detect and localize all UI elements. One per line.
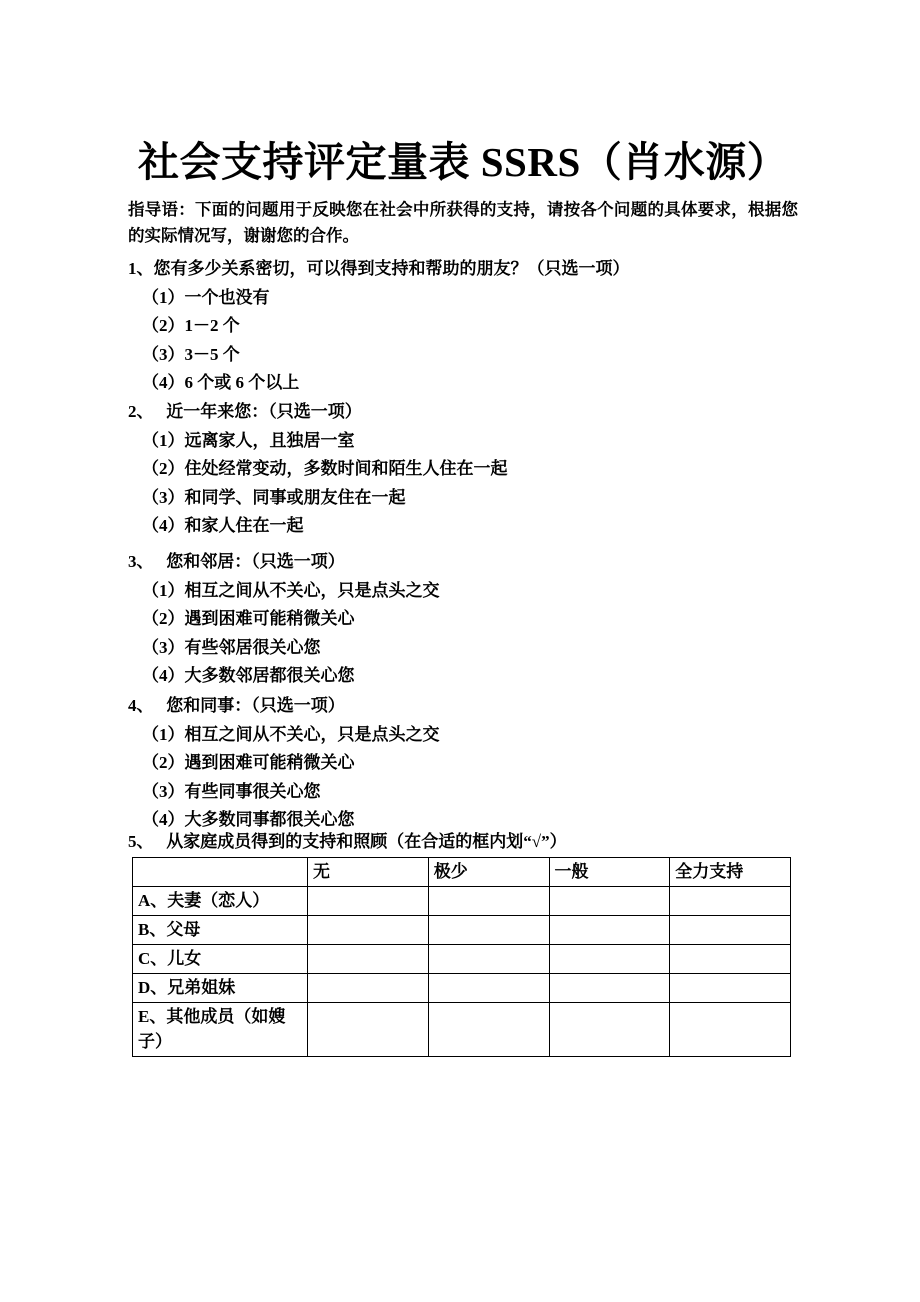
- question-4-option-2: （2）遇到困难可能稍微关心: [142, 753, 355, 772]
- checkbox-cell-siblings-average[interactable]: [549, 974, 670, 1003]
- family-support-matrix: [132, 857, 790, 1057]
- column-header-none: 无: [308, 858, 429, 887]
- question-1-option-2: （2）1－2 个: [142, 316, 240, 335]
- question-3-option-2: （2）遇到困难可能稍微关心: [142, 609, 355, 628]
- table-header-row: [133, 858, 791, 887]
- checkbox-cell-spouse-full-support[interactable]: [670, 887, 791, 916]
- question-2-option-4: （4）和家人住在一起: [142, 516, 304, 535]
- question-5: [128, 828, 808, 857]
- question-2-heading: 2、 近一年来您：（只选一项）: [128, 402, 362, 421]
- column-header-average: 一般: [549, 858, 670, 887]
- table-row: [133, 1003, 791, 1057]
- column-header-very-little: 极少: [428, 858, 549, 887]
- row-label-children: C、儿女: [133, 945, 308, 974]
- question-5-heading: 5、 从家庭成员得到的支持和照顾（在合适的框内划“√”）: [128, 832, 567, 851]
- table-row: [133, 916, 791, 945]
- checkbox-cell-children-average[interactable]: [549, 945, 670, 974]
- checkbox-cell-siblings-none[interactable]: [308, 974, 429, 1003]
- intro-paragraph: 指导语：下面的问题用于反映您在社会中所获得的支持，请按各个问题的具体要求，根据您的实际情况写，谢谢您的合作。: [128, 199, 798, 245]
- table-row: [133, 887, 791, 916]
- question-2-option-1: （1）远离家人，且独居一室: [142, 430, 355, 450]
- checkbox-cell-other-average[interactable]: [549, 1003, 670, 1057]
- question-4-option-1: （1）相互之间从不关心，只是点头之交: [142, 724, 440, 744]
- checkbox-cell-children-full-support[interactable]: [670, 945, 791, 974]
- question-4-option-3: （3）有些同事很关心您: [142, 781, 321, 801]
- question-3-option-4: （4）大多数邻居都很关心您: [142, 666, 355, 685]
- question-4-option-4: （4）大多数同事都很关心您: [142, 810, 355, 829]
- question-1-option-4: （4）6 个或 6 个以上: [142, 373, 300, 392]
- question-4-heading: 4、 您和同事：（只选一项）: [128, 696, 345, 715]
- page-title: 社会支持评定量表 SSRS（肖水源）: [138, 139, 789, 186]
- checkbox-cell-parents-average[interactable]: [549, 916, 670, 945]
- checkbox-cell-parents-very-little[interactable]: [428, 916, 549, 945]
- table-row: [133, 974, 791, 1003]
- checkbox-cell-parents-full-support[interactable]: [670, 916, 791, 945]
- question-1-heading: 1、您有多少关系密切，可以得到支持和帮助的朋友？（只选一项）: [128, 259, 630, 278]
- checkbox-cell-children-none[interactable]: [308, 945, 429, 974]
- question-3-option-3: （3）有些邻居很关心您: [142, 637, 321, 657]
- question-3-option-1: （1）相互之间从不关心，只是点头之交: [142, 580, 440, 600]
- checkbox-cell-other-very-little[interactable]: [428, 1003, 549, 1057]
- question-3: [128, 548, 808, 691]
- question-2: [128, 398, 808, 541]
- checkbox-cell-siblings-full-support[interactable]: [670, 974, 791, 1003]
- question-1-option-1: （1）一个也没有: [142, 287, 270, 307]
- question-3-heading: 3、 您和邻居：（只选一项）: [128, 552, 345, 571]
- question-1-option-3: （3）3－5 个: [142, 344, 240, 364]
- table-row: [133, 945, 791, 974]
- question-2-option-3: （3）和同学、同事或朋友住在一起: [142, 487, 406, 507]
- matrix-table: [132, 857, 791, 1057]
- column-header-full-support: 全力支持: [670, 858, 791, 887]
- row-label-parents: B、父母: [133, 916, 308, 945]
- question-2-option-2: （2）住处经常变动，多数时间和陌生人住在一起: [142, 459, 508, 478]
- checkbox-cell-children-very-little[interactable]: [428, 945, 549, 974]
- question-4: [128, 692, 808, 835]
- question-1: [128, 255, 808, 398]
- checkbox-cell-spouse-average[interactable]: [549, 887, 670, 916]
- row-label-siblings: D、兄弟姐妹: [133, 974, 308, 1003]
- checkbox-cell-other-full-support[interactable]: [670, 1003, 791, 1057]
- row-label-other-members: E、其他成员（如嫂子）: [133, 1003, 308, 1057]
- checkbox-cell-other-none[interactable]: [308, 1003, 429, 1057]
- checkbox-cell-spouse-very-little[interactable]: [428, 887, 549, 916]
- row-label-spouse: A、夫妻（恋人）: [133, 887, 308, 916]
- matrix-corner-cell: [133, 858, 308, 887]
- checkbox-cell-siblings-very-little[interactable]: [428, 974, 549, 1003]
- checkbox-cell-spouse-none[interactable]: [308, 887, 429, 916]
- checkbox-cell-parents-none[interactable]: [308, 916, 429, 945]
